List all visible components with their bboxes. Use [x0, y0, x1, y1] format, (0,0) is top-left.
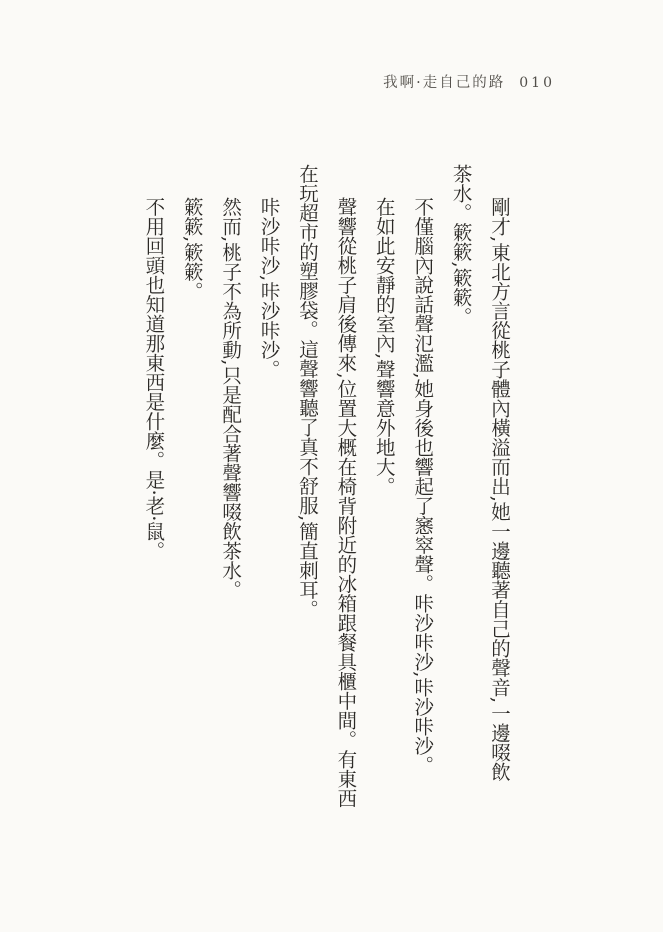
text-column: 在如此安靜的室內,聲響意外地大。 [372, 197, 396, 496]
text-column: 剛才,東北方言從桃子體內橫溢而出,她一邊聽著自己的聲音,一邊啜飲 [488, 197, 511, 782]
paragraph [172, 164, 210, 856]
text-column: 簌簌,簌簌。 [180, 197, 204, 301]
paragraph [441, 164, 518, 856]
text-column: 不僅腦內說話聲氾濫,她身後也響起了窸窣聲。咔沙咔沙,咔沙咔沙。 [411, 197, 435, 775]
running-title: 我啊·走自己的路 [383, 75, 506, 91]
paragraph [288, 164, 365, 856]
text-column: 咔沙咔沙,咔沙咔沙。 [257, 197, 281, 379]
paragraph [211, 164, 249, 856]
paragraph [249, 164, 287, 856]
page-header [383, 71, 555, 92]
paragraph [134, 164, 172, 856]
body-text [134, 164, 518, 856]
page-number: 010 [519, 75, 555, 91]
text-column: 茶水。簌簌,簌簌。 [449, 164, 473, 327]
text-column: 聲響從桃子肩後傳來,位置大概在椅背附近的冰箱跟餐具櫃中間。有東西 [334, 197, 358, 808]
text-column: 在玩超市的塑膠袋。這聲響聽了真不舒服,簡直刺耳。 [295, 164, 319, 619]
paragraph [403, 164, 441, 856]
text-column: 不用回頭也知道那東西是什麼。是·老·鼠。 [142, 197, 166, 561]
text-column: 然而,桃子不為所動,只是配合著聲響啜飲茶水。 [219, 197, 243, 600]
paragraph [364, 164, 402, 856]
